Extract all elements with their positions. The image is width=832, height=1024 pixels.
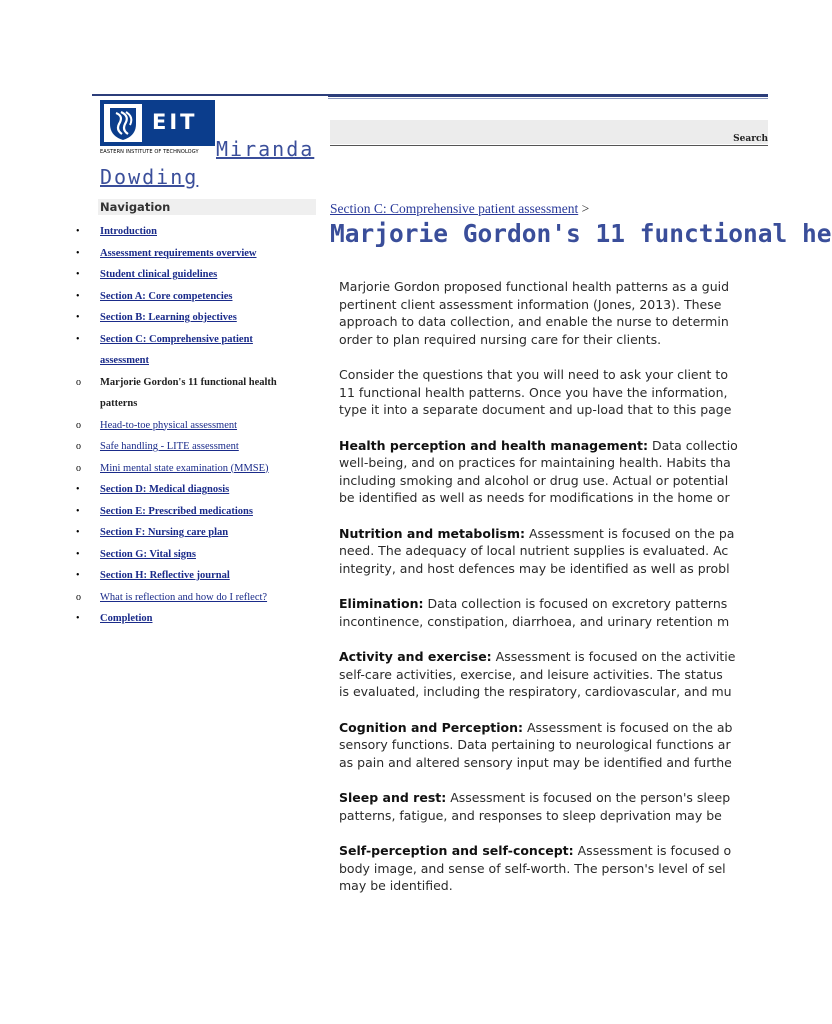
nav-item[interactable] <box>76 286 326 308</box>
nav-bullet: • <box>76 570 80 581</box>
paragraph-line: need. The adequacy of local nutrient supplies is evaluated. Ac <box>339 543 729 558</box>
nav-bullet: • <box>76 333 80 345</box>
paragraph-line: Nutrition and metabolism: Assessment is focused on the pa <box>339 525 735 541</box>
paragraph-line: body image, and sense of self-worth. The person's level of sel <box>339 860 726 876</box>
pattern-heading: Nutrition and metabolism: <box>339 525 525 541</box>
paragraph-line: Marjorie Gordon proposed functional health patterns as a guid <box>339 279 730 294</box>
nav-bullet: o <box>76 591 81 603</box>
content-paragraph <box>339 719 809 772</box>
nav-item[interactable] <box>76 565 326 587</box>
nav-item[interactable] <box>76 436 326 458</box>
logo-text: EIT <box>152 110 198 134</box>
nav-link[interactable]: Section B: Learning objectives <box>100 312 237 323</box>
breadcrumb-separator: > <box>581 201 590 216</box>
nav-bullet: • <box>76 226 80 237</box>
nav-bullet: • <box>76 290 80 302</box>
paragraph-line: Activity and exercise: Assessment is focused on the activitie <box>339 649 736 664</box>
paragraph-line: approach to data collection, and enable the nurse to determin <box>339 314 729 329</box>
nav-item[interactable] <box>76 544 326 566</box>
page-title: Marjorie Gordon's 11 functional he <box>330 219 832 248</box>
header-rule-right-thin <box>328 98 768 99</box>
pattern-heading: Sleep and rest: <box>339 790 447 805</box>
nav-link[interactable]: Section G: Vital signs <box>100 548 196 560</box>
paragraph-line: integrity, and host defences may be identified as well as probl <box>339 560 730 576</box>
nav-link[interactable]: Assessment requirements overview <box>100 247 257 259</box>
nav-item[interactable] <box>76 608 326 630</box>
content-paragraph <box>339 278 809 348</box>
content-paragraph <box>339 595 809 630</box>
nav-link-continued[interactable]: assessment <box>100 355 149 366</box>
paragraph-line: well-being, and on practices for maintaining health. Habits tha <box>339 455 731 470</box>
search-divider <box>330 145 768 146</box>
nav-link[interactable]: Section H: Reflective journal <box>100 570 230 581</box>
paragraph-line: Consider the questions that you will need to ask your client to <box>339 367 728 382</box>
nav-item[interactable] <box>76 372 326 415</box>
header-rule-left <box>92 94 328 96</box>
nav-item[interactable] <box>76 329 326 372</box>
nav-link-continued[interactable]: patterns <box>100 398 138 409</box>
nav-link[interactable]: Introduction <box>100 226 157 237</box>
nav-bullet: • <box>76 312 80 323</box>
paragraph-line: is evaluated, including the respiratory, cardiovascular, and mu <box>339 684 732 699</box>
pattern-heading: Activity and exercise: <box>339 649 492 664</box>
content-paragraph <box>339 525 809 578</box>
logo-box <box>100 100 215 146</box>
breadcrumb-link-section-c[interactable]: Section C: Comprehensive patient assessment <box>330 201 579 216</box>
navigation-heading: Navigation <box>98 199 316 215</box>
nav-item[interactable] <box>76 264 326 286</box>
paragraph-line: patterns, fatigue, and responses to sleep deprivation may be <box>339 807 722 823</box>
paragraph-line: Elimination: Data collection is focused on excretory patterns <box>339 596 728 611</box>
nav-link[interactable]: Student clinical guidelines <box>100 269 218 280</box>
paragraph-line: may be identified. <box>339 878 453 893</box>
content-paragraph <box>339 437 809 507</box>
paragraph-line: pertinent client assessment information (Jones, 2013). These <box>339 296 722 312</box>
nav-item[interactable] <box>76 415 326 437</box>
paragraph-line: 11 functional health patterns. Once you have the information, <box>339 384 728 400</box>
nav-link[interactable]: Marjorie Gordon's 11 functional health <box>100 376 277 388</box>
nav-bullet: • <box>76 269 80 280</box>
page-content <box>339 278 809 913</box>
nav-link[interactable]: Safe handling - LITE assessment <box>100 441 239 452</box>
nav-item[interactable] <box>76 522 326 544</box>
breadcrumb <box>330 201 589 217</box>
eit-logo[interactable] <box>100 100 215 158</box>
nav-bullet: o <box>76 419 81 431</box>
nav-item[interactable] <box>76 479 326 501</box>
paragraph-line: be identified as well as needs for modifications in the home or <box>339 490 730 505</box>
site-name-first[interactable]: Miranda <box>216 137 315 161</box>
navigation-list <box>76 221 326 630</box>
paragraph-line: sensory functions. Data pertaining to neurological functions ar <box>339 737 731 752</box>
content-paragraph <box>339 648 809 701</box>
paragraph-line: Cognition and Perception: Assessment is focused on the ab <box>339 719 733 735</box>
pattern-heading: Health perception and health management: <box>339 437 648 453</box>
nav-link[interactable]: Section C: Comprehensive patient <box>100 333 253 345</box>
nav-bullet: • <box>76 613 80 624</box>
pattern-heading: Self-perception and self-concept: <box>339 843 574 858</box>
paragraph-line: Self-perception and self-concept: Assessment is focused o <box>339 843 732 858</box>
nav-item[interactable] <box>76 243 326 265</box>
content-paragraph <box>339 842 809 895</box>
paragraph-line: order to plan required nursing care for their clients. <box>339 331 662 347</box>
search-bar <box>330 120 768 144</box>
nav-bullet: • <box>76 247 80 259</box>
paragraph-line: Health perception and health management: Data collectio <box>339 437 738 453</box>
paragraph-line: as pain and altered sensory input may be identified and furthe <box>339 754 732 770</box>
nav-link[interactable]: Head-to-toe physical assessment <box>100 419 238 431</box>
nav-item[interactable] <box>76 458 326 480</box>
paragraph-line: incontinence, constipation, diarrhoea, and urinary retention m <box>339 613 730 629</box>
nav-link[interactable]: Mini mental state examination (MMSE) <box>100 462 269 474</box>
nav-link[interactable]: Section F: Nursing care plan <box>100 527 229 538</box>
nav-item[interactable] <box>76 221 326 243</box>
nav-bullet: • <box>76 548 80 560</box>
nav-item[interactable] <box>76 307 326 329</box>
search-link[interactable]: Search <box>733 134 768 144</box>
nav-item[interactable] <box>76 501 326 523</box>
nav-link[interactable]: Completion <box>100 613 153 624</box>
content-paragraph <box>339 789 809 824</box>
nav-bullet: • <box>76 505 80 517</box>
paragraph-line: Sleep and rest: Assessment is focused on the person's sleep <box>339 790 731 805</box>
paragraph-line: self-care activities, exercise, and leisure activities. The status <box>339 666 723 682</box>
nav-bullet: o <box>76 462 81 474</box>
nav-bullet: • <box>76 484 80 495</box>
nav-link[interactable]: What is reflection and how do I reflect? <box>100 591 268 603</box>
nav-bullet: • <box>76 527 80 538</box>
pattern-heading: Cognition and Perception: <box>339 719 524 735</box>
nav-bullet: o <box>76 441 81 452</box>
paragraph-line: including smoking and alcohol or drug use. Actual or potential <box>339 472 729 488</box>
header-rule-right <box>328 94 768 97</box>
logo-subtitle: EASTERN INSTITUTE OF TECHNOLOGY <box>100 149 199 155</box>
pattern-heading: Elimination: <box>339 596 424 611</box>
content-paragraph <box>339 366 809 419</box>
nav-item[interactable] <box>76 587 326 609</box>
nav-bullet: o <box>76 376 81 388</box>
site-name-last[interactable]: Dowding <box>100 165 199 189</box>
nav-link[interactable]: Section E: Prescribed medications <box>100 505 253 517</box>
eit-emblem-icon <box>104 104 142 142</box>
nav-link[interactable]: Section A: Core competencies <box>100 290 233 302</box>
nav-link[interactable]: Section D: Medical diagnosis <box>100 484 230 495</box>
paragraph-line: type it into a separate document and up-load that to this page <box>339 402 732 417</box>
